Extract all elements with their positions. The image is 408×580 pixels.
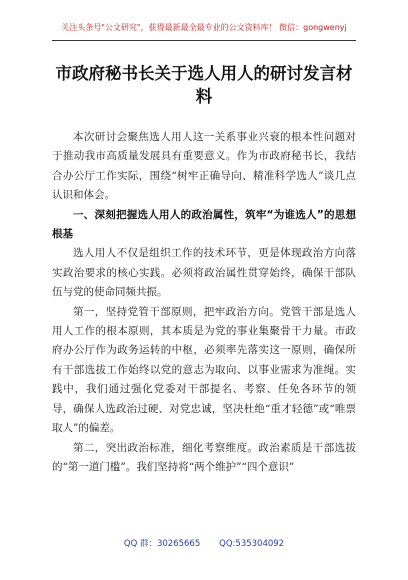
paragraph-intro: 本次研讨会聚焦选人用人这一关系事业兴衰的根本性问题对于推动我市高质量发展具有重要意义。作为市政府秘书长，我结合办公厅工作实际，围绕“树牢正确导向、精准科学选人”谈几点认识和体会。 [52,131,356,202]
paragraph-political-attribute: 选人用人不仅是组织工作的技术环节，更是体现政治方向落实政治要求的核心实践。必须将政治属性贯穿始终，确保干部队伍与党的使命同频共振。 [52,247,356,299]
footer-contact-info: QQ 群：30265665 QQ:535304092 [123,539,285,549]
header-divider [52,40,356,41]
section-heading-1: 一、深刻把握选人用人的政治属性，筑牢“为谁选人”的思想根基 [52,208,356,241]
document-body [52,128,356,477]
paragraph-point-second: 第二，突出政治标准，细化考察维度。政治素质是干部选拔的“第一道门槛”。我们坚持将“两个维护”“四个意识” [52,441,356,473]
paragraph-point-first: 第一，坚持党管干部原则，把牢政治方向。党管干部是选人用人工作的根本原则，其本质是为党的事业集聚骨干力量。市政府办公厅作为政务运转的中枢，必须率先落实这一原则，确保所有干部选拔工作始终以党的意志为取向、以事业需求为准绳。实践中，我们通过强化党委对干部提名、考察、任免各环节的领导，确保人选政治过硬、对党忠诚，坚决杜绝“重才轻德”或“唯票取人”的偏差。 [52,305,356,435]
document-title: 市政府秘书长关于选人用人的研讨发言材料 [55,64,353,106]
header-promo-note: 关注头条号"公文研究"，获得最新最全最专业的公文资料库！ 微信：gongwenyj [61,23,347,32]
